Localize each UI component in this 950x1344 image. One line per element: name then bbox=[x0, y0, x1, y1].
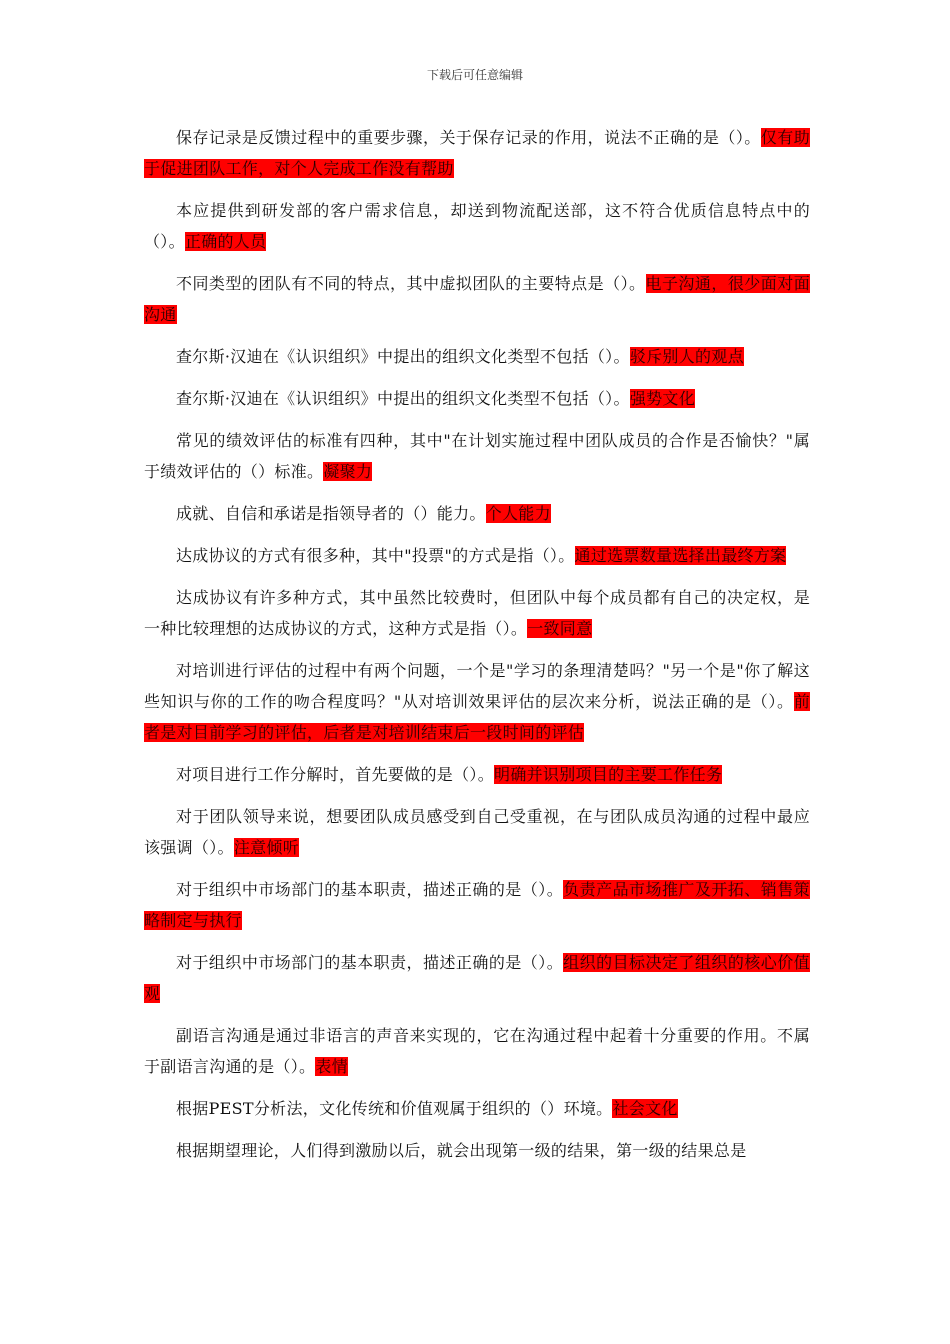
page-header: 下载后可任意编辑 bbox=[426, 68, 523, 82]
question-item bbox=[144, 341, 810, 372]
question-item bbox=[144, 801, 810, 863]
question-text: 达成协议的方式有很多种，其中"投票"的方式是指（）。 bbox=[176, 546, 575, 565]
answer-highlight: 驳斥别人的观点 bbox=[629, 347, 744, 366]
document-body bbox=[144, 122, 810, 1177]
answer-highlight: 明确并识别项目的主要工作任务 bbox=[494, 765, 723, 784]
question-text: 对于组织中市场部门的基本职责，描述正确的是（）。 bbox=[176, 880, 564, 899]
question-text: 本应提供到研发部的客户需求信息，却送到物流配送部，这不符合优质信息特点中的（）。 bbox=[144, 201, 810, 251]
question-item bbox=[144, 1020, 810, 1082]
question-text: 成就、自信和承诺是指领导者的（）能力。 bbox=[176, 504, 486, 523]
question-text: 对项目进行工作分解时，首先要做的是（）。 bbox=[176, 765, 495, 784]
answer-highlight: 仅有助于促进团队工作，对个人完成工作没有帮助 bbox=[144, 128, 810, 178]
question-item bbox=[144, 759, 810, 790]
answer-highlight: 注意倾听 bbox=[233, 838, 300, 857]
question-text: 查尔斯·汉迪在《认识组织》中提出的组织文化类型不包括（）。 bbox=[176, 389, 630, 408]
answer-highlight: 一致同意 bbox=[527, 619, 593, 638]
question-item bbox=[144, 655, 810, 748]
question-text: 查尔斯·汉迪在《认识组织》中提出的组织文化类型不包括（）。 bbox=[176, 347, 630, 366]
question-item bbox=[144, 874, 810, 936]
question-item bbox=[144, 498, 810, 529]
answer-highlight: 电子沟通，很少面对面沟通 bbox=[144, 274, 810, 324]
question-text: 达成协议有许多种方式，其中虽然比较费时，但团队中每个成员都有自己的决定权，是一种比较理想的达成协议的方式，这种方式是指（）。 bbox=[144, 588, 810, 638]
question-text: 不同类型的团队有不同的特点，其中虚拟团队的主要特点是（）。 bbox=[176, 274, 646, 293]
question-text: 对于团队领导来说，想要团队成员感受到自己受重视，在与团队成员沟通的过程中最应该强调（）。 bbox=[144, 807, 810, 857]
question-text: 副语言沟通是通过非语言的声音来实现的，它在沟通过程中起着十分重要的作用。不属于副语言沟通的是（）。 bbox=[144, 1026, 810, 1076]
question-item bbox=[144, 582, 810, 644]
question-text: 常见的绩效评估的标准有四种，其中"在计划实施过程中团队成员的合作是否愉快？"属于绩效评估的（）标准。 bbox=[144, 431, 810, 481]
question-text: 根据PEST分析法，文化传统和价值观属于组织的（）环境。 bbox=[176, 1099, 613, 1118]
question-item bbox=[144, 540, 810, 571]
answer-highlight: 表情 bbox=[315, 1057, 348, 1076]
answer-highlight: 正确的人员 bbox=[184, 232, 267, 251]
answer-highlight: 组织的目标决定了组织的核心价值观 bbox=[144, 953, 810, 1003]
answer-highlight: 社会文化 bbox=[612, 1099, 678, 1118]
question-item bbox=[144, 1093, 810, 1124]
question-item bbox=[144, 947, 810, 1009]
question-item bbox=[144, 268, 810, 330]
question-item bbox=[144, 425, 810, 487]
question-text: 对培训进行评估的过程中有两个问题，一个是"学习的条理清楚吗？"另一个是"你了解这些知识与你的工作的吻合程度吗？"从对培训效果评估的层次来分析，说法正确的是（）。 bbox=[144, 661, 810, 711]
answer-highlight: 凝聚力 bbox=[323, 462, 373, 481]
question-text: 对于组织中市场部门的基本职责，描述正确的是（）。 bbox=[176, 953, 564, 972]
question-text: 保存记录是反馈过程中的重要步骤，关于保存记录的作用，说法不正确的是（）。 bbox=[176, 128, 761, 147]
question-text: 根据期望理论，人们得到激励以后，就会出现第一级的结果，第一级的结果总是 bbox=[176, 1141, 747, 1160]
question-item bbox=[144, 195, 810, 257]
answer-highlight: 负责产品市场推广及开拓、销售策略制定与执行 bbox=[144, 880, 810, 930]
question-item bbox=[144, 383, 810, 414]
answer-highlight: 强势文化 bbox=[629, 389, 695, 408]
question-item bbox=[144, 122, 810, 184]
answer-highlight: 前者是对目前学习的评估，后者是对培训结束后一段时间的评估 bbox=[144, 692, 810, 742]
question-item bbox=[144, 1135, 810, 1166]
answer-highlight: 通过选票数量选择出最终方案 bbox=[574, 546, 787, 565]
answer-highlight: 个人能力 bbox=[485, 504, 551, 523]
